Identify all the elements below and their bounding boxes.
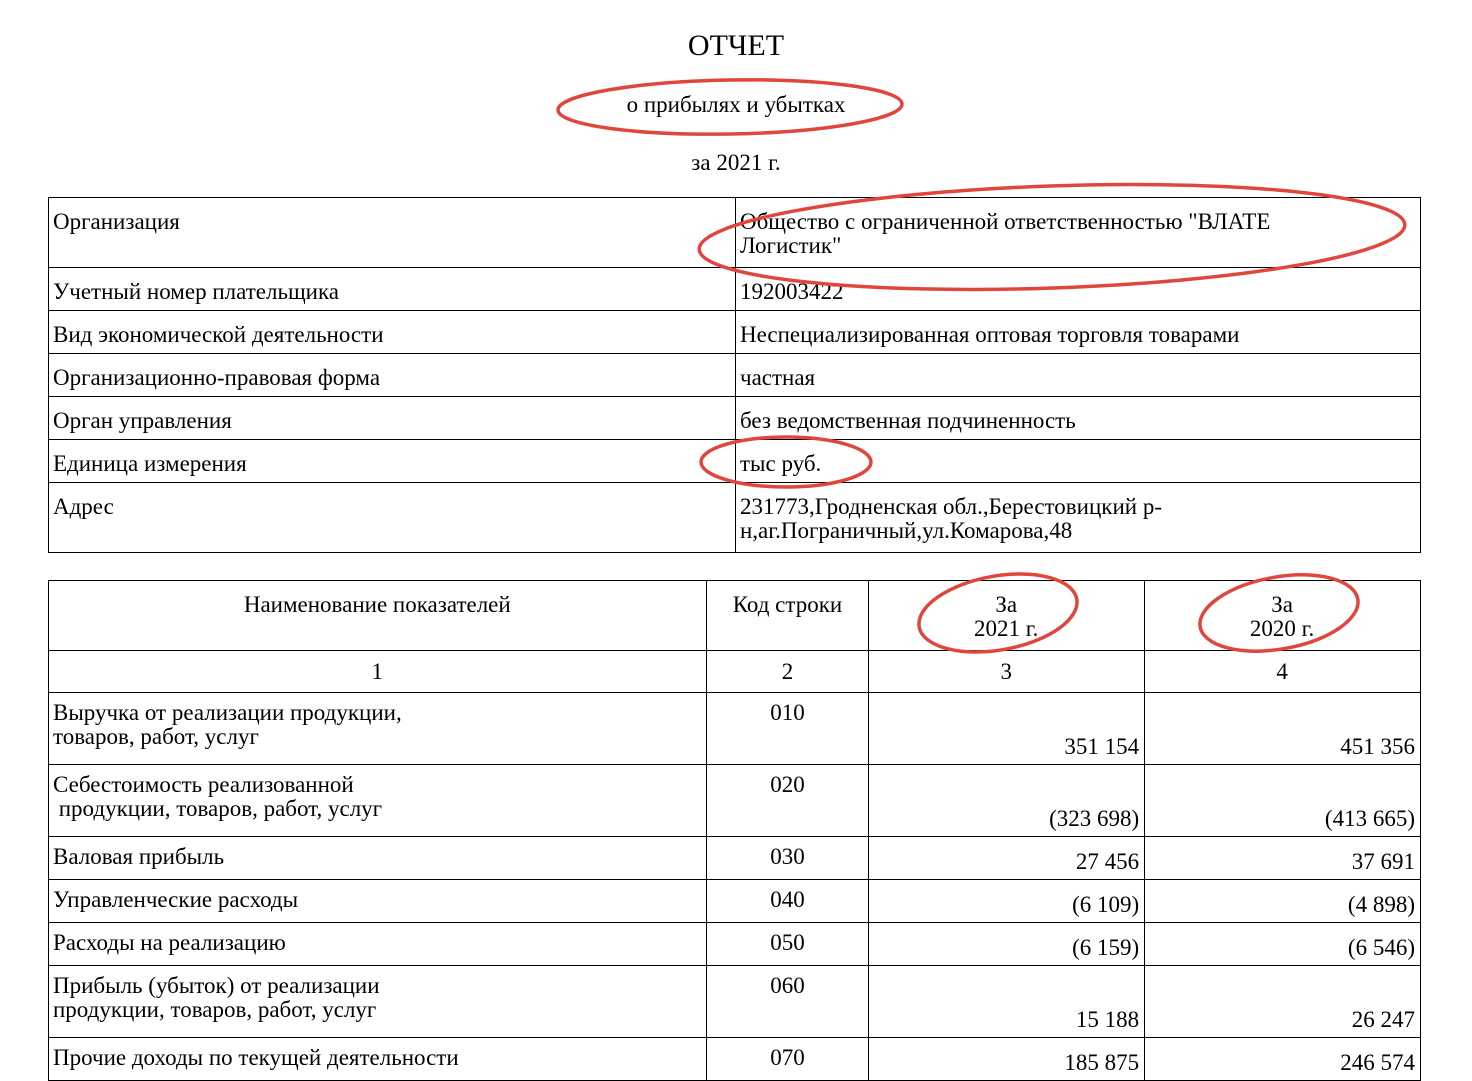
header-current-year <box>869 581 1145 651</box>
indicator-row <box>49 693 1421 765</box>
report-period: за 2021 г. <box>691 150 781 175</box>
indicator-name <box>49 693 707 765</box>
indicator-row <box>49 880 1421 923</box>
value-previous-year: (413 665) <box>1145 765 1421 837</box>
org-info-value <box>736 397 1421 440</box>
header-name <box>49 581 707 651</box>
value-current-year: (6 159) <box>869 923 1145 966</box>
indicator-name <box>49 1038 707 1081</box>
indicator-row <box>49 966 1421 1038</box>
value-current-year: (6 109) <box>869 880 1145 923</box>
org-info-label: Организация <box>49 198 736 268</box>
value-current-year: 185 875 <box>869 1038 1145 1081</box>
line-code: 050 <box>706 923 869 966</box>
report-title: ОТЧЕТ <box>687 29 785 62</box>
header-row <box>49 581 1421 651</box>
report-subtitle: о прибылях и убытках <box>626 92 846 117</box>
org-info-label: Адрес <box>49 483 736 553</box>
header-previous-year-line: 2020 г. <box>1249 616 1315 641</box>
value-current-year: 27 456 <box>869 837 1145 880</box>
org-info-value <box>736 440 1421 483</box>
org-info-row <box>49 198 1421 268</box>
indicator-name <box>49 923 707 966</box>
value-previous-year: 37 691 <box>1145 837 1421 880</box>
org-info-value-line: без ведомственная подчиненность <box>740 408 1076 433</box>
organization-info-table <box>48 197 1421 553</box>
indicator-name-line: продукции, товаров, работ, услуг <box>53 997 377 1022</box>
indicator-name-line: Расходы на реализацию <box>53 930 286 955</box>
indicator-name-line: Прибыль (убыток) от реализации <box>53 973 380 998</box>
org-info-value-line: Логистик" <box>740 233 842 258</box>
line-code: 030 <box>706 837 869 880</box>
org-info-value-line: Неспециализированная оптовая торговля товарами <box>740 322 1240 347</box>
indicator-name-line: Валовая прибыль <box>53 844 225 869</box>
org-info-row <box>49 354 1421 397</box>
org-info-value-line: 192003422 <box>740 279 844 304</box>
indicator-name <box>49 837 707 880</box>
org-info-label: Вид экономической деятельности <box>49 311 736 354</box>
indicator-name-line: продукции, товаров, работ, услуг <box>53 796 383 821</box>
indicator-name-line: Прочие доходы по текущей деятельности <box>53 1045 459 1070</box>
org-info-label: Единица измерения <box>49 440 736 483</box>
indicator-name <box>49 880 707 923</box>
indicator-name-line: Выручка от реализации продукции, <box>53 700 402 725</box>
org-info-row <box>49 483 1421 553</box>
org-info-label: Орган управления <box>49 397 736 440</box>
column-number: 1 <box>49 651 707 693</box>
value-current-year: 15 188 <box>869 966 1145 1038</box>
value-current-year: (323 698) <box>869 765 1145 837</box>
column-number: 2 <box>706 651 869 693</box>
line-code: 020 <box>706 765 869 837</box>
indicator-name-line: товаров, работ, услуг <box>53 724 259 749</box>
indicator-row <box>49 1038 1421 1081</box>
header-previous-year-line: За <box>1271 592 1293 617</box>
org-info-value-line: 231773,Гродненская обл.,Берестовицкий р- <box>740 494 1162 519</box>
org-info-value <box>736 354 1421 397</box>
value-previous-year: (6 546) <box>1145 923 1421 966</box>
indicator-name <box>49 765 707 837</box>
org-info-row <box>49 311 1421 354</box>
value-previous-year: (4 898) <box>1145 880 1421 923</box>
line-code: 060 <box>706 966 869 1038</box>
org-info-value <box>736 483 1421 553</box>
value-previous-year: 246 574 <box>1145 1038 1421 1081</box>
header-current-year-line: За <box>995 592 1018 617</box>
indicator-name-line: Себестоимость реализованной <box>53 772 354 797</box>
org-info-row <box>49 440 1421 483</box>
header-code <box>706 581 869 651</box>
indicator-row <box>49 837 1421 880</box>
value-previous-year: 26 247 <box>1145 966 1421 1038</box>
column-number: 4 <box>1145 651 1421 693</box>
value-current-year: 351 154 <box>869 693 1145 765</box>
financial-results-table <box>48 580 1421 1081</box>
header-code-line: Код строки <box>732 592 843 617</box>
indicator-name <box>49 966 707 1038</box>
org-info-label: Учетный номер плательщика <box>49 268 736 311</box>
org-info-value <box>736 311 1421 354</box>
column-number: 3 <box>869 651 1145 693</box>
line-code: 010 <box>706 693 869 765</box>
org-info-value-line: н,аг.Пограничный,ул.Комарова,48 <box>740 518 1073 543</box>
org-info-value-line: Общество с ограниченной ответственностью "ВЛАТЕ <box>740 209 1271 234</box>
indicator-row <box>49 765 1421 837</box>
line-code: 040 <box>706 880 869 923</box>
header-current-year-line: 2021 г. <box>974 616 1039 641</box>
header-name-line: Наименование показателей <box>243 592 511 617</box>
header-previous-year <box>1145 581 1421 651</box>
org-info-value-line: частная <box>740 365 816 390</box>
org-info-row <box>49 397 1421 440</box>
value-previous-year: 451 356 <box>1145 693 1421 765</box>
indicator-name-line: Управленческие расходы <box>53 887 299 912</box>
line-code: 070 <box>706 1038 869 1081</box>
column-number-row <box>49 651 1421 693</box>
org-info-row <box>49 268 1421 311</box>
indicator-row <box>49 923 1421 966</box>
org-info-label: Организационно-правовая форма <box>49 354 736 397</box>
org-info-value <box>736 198 1421 268</box>
org-info-value <box>736 268 1421 311</box>
org-info-value-line: тыс руб. <box>740 451 822 476</box>
